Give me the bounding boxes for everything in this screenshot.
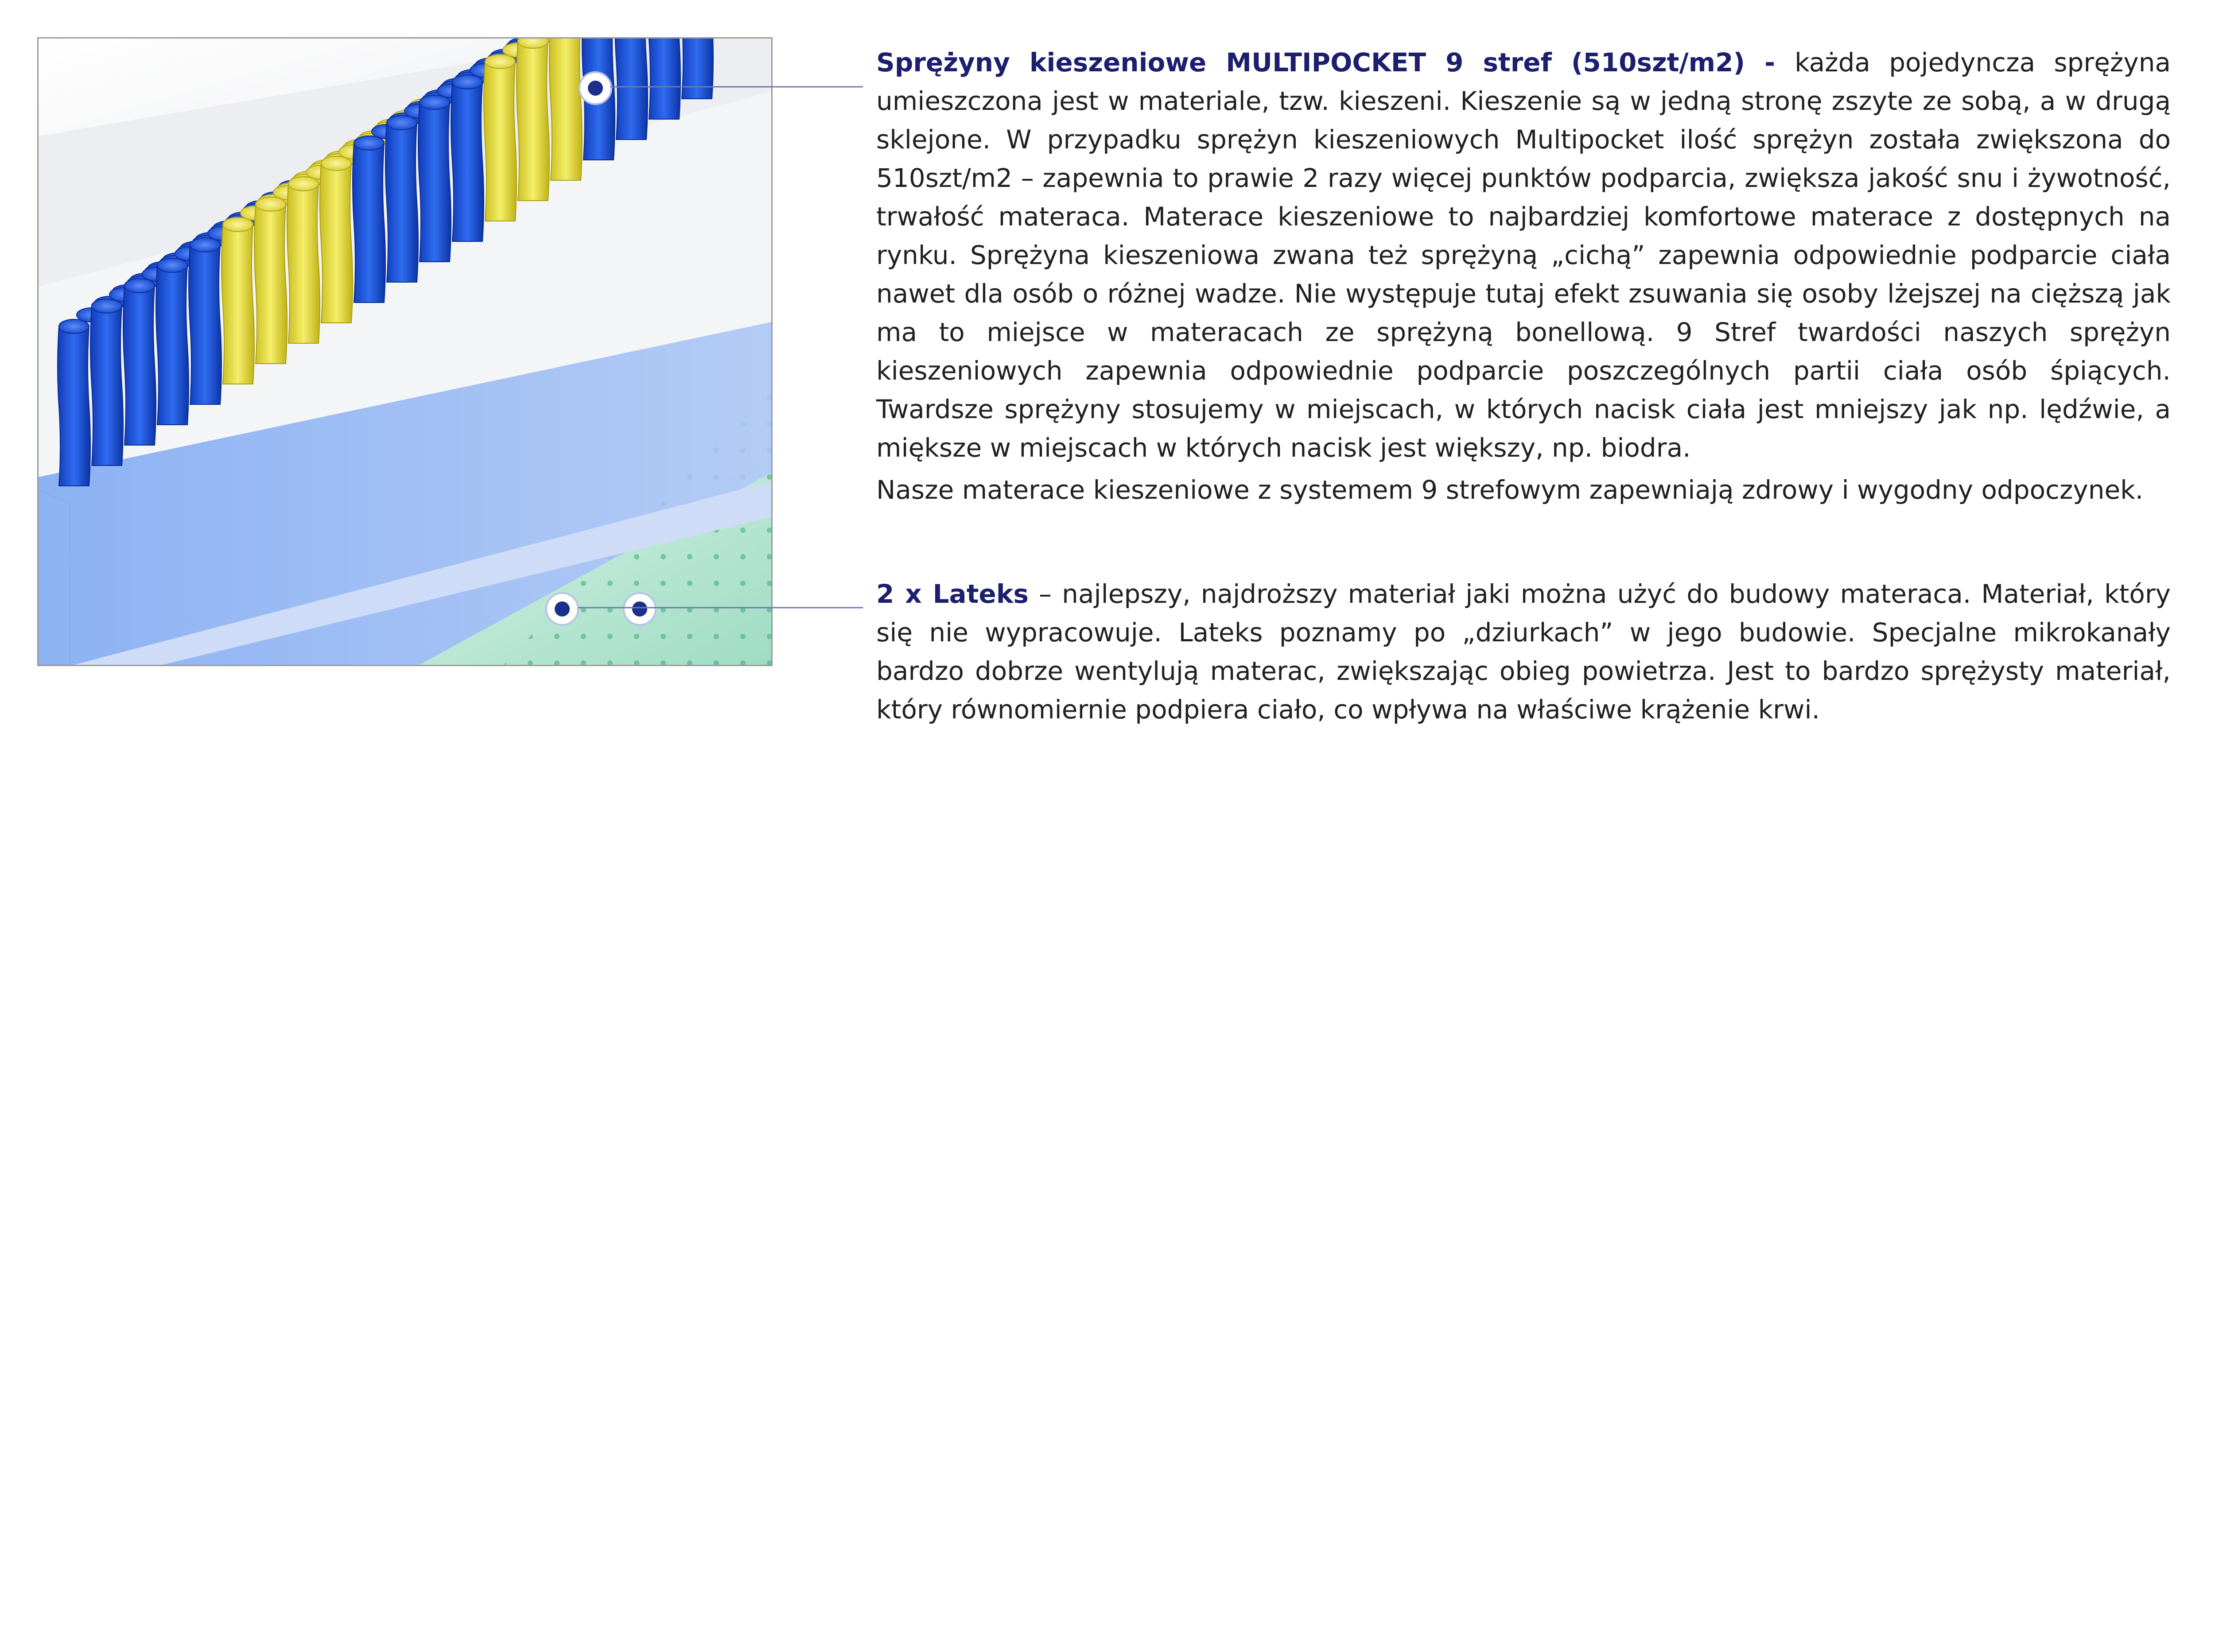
- latex-body: – najlepszy, najdroższy materiał jaki można użyć do budowy materaca. Materiał, który się nie wypracowuje. Lateks poznamy po „dziurkach” w jego budowie. Specjalne mikrokanały bardzo dobrze wentylują materac, zwiększając obieg powietrza. Jest to bardzo sprężysty materiał, który równomiernie podpiera ciało, co wpływa na właściwe krążenie krwi.: [876, 579, 2171, 725]
- latex-heading: 2 x Lateks: [876, 579, 1029, 609]
- mattress-illustration: [37, 37, 773, 666]
- springs-marker-pin[interactable]: [579, 72, 611, 104]
- springs-separator: -: [1745, 47, 1795, 78]
- springs-body: każda pojedyncza sprężyna umieszczona jest w materiale, tzw. kieszeni. Kieszenie są w jedną stronę zszyte ze sobą, a w drugą sklejone. W przypadku sprężyn kieszeniowych Multipocket ilość sprężyn została zwiększona do 510szt/m2 – zapewnia to prawie 2 razy więcej punktów podparcia, zwiększa jakość snu i żywotność, trwałość materaca. Materace kieszeniowe to najbardziej komfortowe materace z dostępnych na rynku. Sprężyna kieszeniowa zwana też sprężyną „cichą” zapewnia odpowiednie podparcie ciała nawet dla osób o różnej wadze. Nie występuje tutaj efekt zsuwania się osoby lżejszej na cięższą jak ma to miejsce w materacach ze sprężyną bonellową. 9 Stref twardości naszych sprężyn kieszeniowych zapewnia odpowiednie podparcie poszczególnych partii ciała osób śpiących. Twardsze sprężyny stosujemy w miejscach, w których nacisk ciała jest mniejszy jak np. lędźwie, a miększe w miejscach w których nacisk jest większy, np. biodra.: [876, 47, 2171, 463]
- springs-description: [876, 43, 2171, 467]
- latex-description: [876, 575, 2171, 729]
- springs-heading: Sprężyny kieszeniowe MULTIPOCKET 9 stref (510szt/m2): [876, 47, 1745, 78]
- latex-marker-pin-1[interactable]: [546, 593, 578, 625]
- mattress-drawing: [39, 39, 771, 665]
- springs-closing: Nasze materace kieszeniowe z systemem 9 strefowym zapewniają zdrowy i wygodny odpoczynek.: [876, 475, 2144, 505]
- latex-marker-pin-2[interactable]: [624, 593, 656, 625]
